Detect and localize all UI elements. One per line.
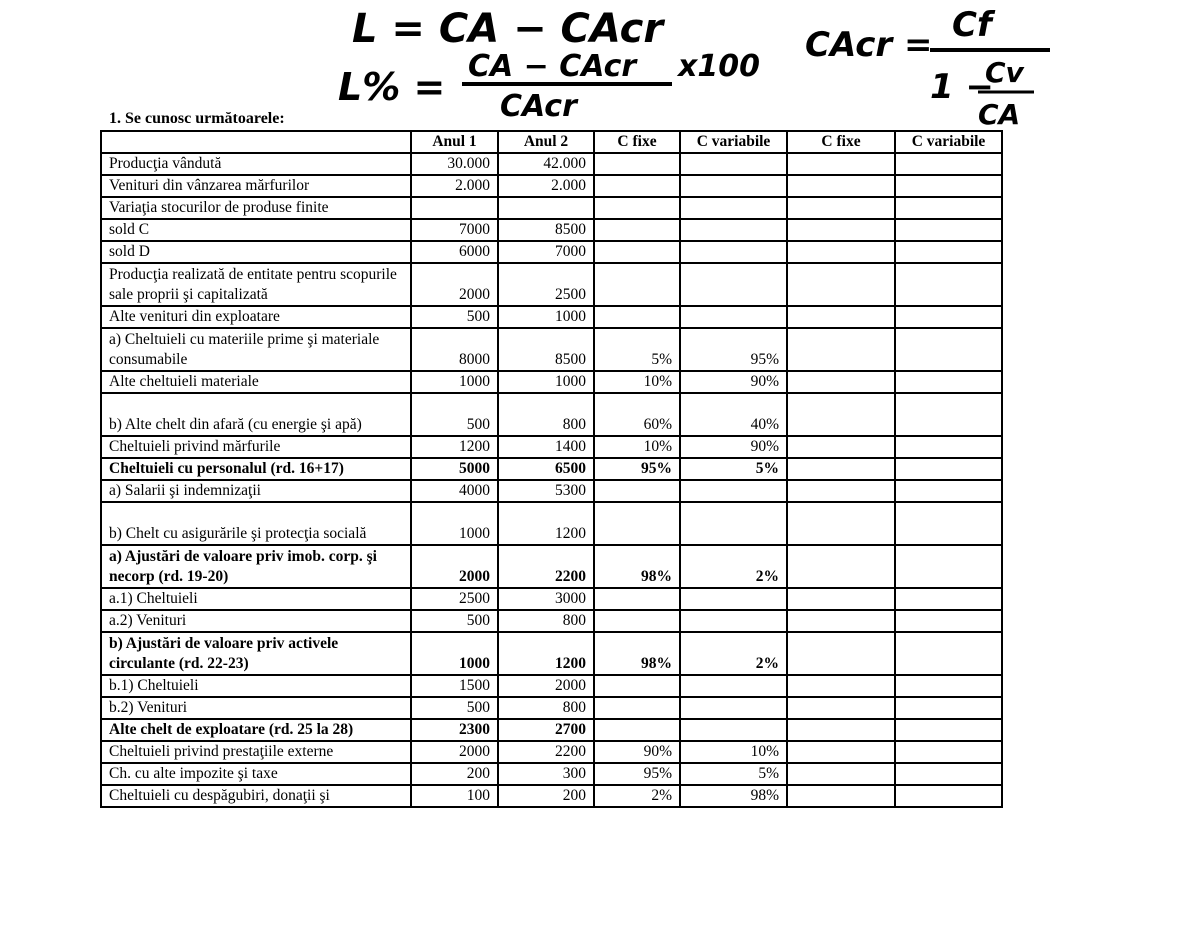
cell-year1: 6000 <box>411 241 498 263</box>
cell-empty <box>787 153 895 175</box>
cell-variable <box>680 719 787 741</box>
cell-variable: 2% <box>680 545 787 588</box>
table-row <box>101 502 1002 545</box>
cell-year2: 1000 <box>498 371 594 393</box>
table-row <box>101 153 1002 175</box>
row-label: a) Cheltuieli cu materiile prime şi materiale consumabile <box>101 328 411 371</box>
cell-year2: 2.000 <box>498 175 594 197</box>
cell-year2: 8500 <box>498 328 594 371</box>
table-row <box>101 197 1002 219</box>
cell-empty <box>895 502 1002 545</box>
cell-fixed: 5% <box>594 328 680 371</box>
cell-empty <box>895 263 1002 306</box>
cell-year1: 100 <box>411 785 498 807</box>
row-label: sold D <box>101 241 411 263</box>
cell-empty <box>895 697 1002 719</box>
cell-year2: 3000 <box>498 588 594 610</box>
cell-variable <box>680 480 787 502</box>
cell-year2: 1400 <box>498 436 594 458</box>
cell-empty <box>787 371 895 393</box>
cell-fixed: 60% <box>594 393 680 436</box>
row-label: Cheltuieli privind mărfurile <box>101 436 411 458</box>
cell-empty <box>895 241 1002 263</box>
table-row <box>101 588 1002 610</box>
cell-empty <box>787 741 895 763</box>
cell-fixed <box>594 219 680 241</box>
header-label <box>101 131 411 153</box>
table-row <box>101 458 1002 480</box>
cell-fixed <box>594 675 680 697</box>
cell-year1: 1500 <box>411 675 498 697</box>
formula-cacr-denominator-b-num: Cv <box>985 56 1024 89</box>
row-label: a) Ajustări de valoare priv imob. corp. şi necorp (rd. 19-20) <box>101 545 411 588</box>
table-row <box>101 545 1002 588</box>
cell-variable: 98% <box>680 785 787 807</box>
row-label: Producţia vândută <box>101 153 411 175</box>
cell-empty <box>787 197 895 219</box>
cell-empty <box>787 632 895 675</box>
cell-variable <box>680 675 787 697</box>
formula-profit-pct-numerator: CA − CAcr <box>468 49 637 84</box>
cell-variable <box>680 219 787 241</box>
cell-fixed <box>594 719 680 741</box>
cell-fixed: 95% <box>594 458 680 480</box>
cell-year2: 8500 <box>498 219 594 241</box>
cell-empty <box>895 436 1002 458</box>
cell-year1: 30.000 <box>411 153 498 175</box>
cell-empty <box>787 436 895 458</box>
table-row <box>101 632 1002 675</box>
cell-fixed <box>594 153 680 175</box>
cell-empty <box>895 480 1002 502</box>
table-header-row <box>101 131 1002 153</box>
row-label: b.1) Cheltuieli <box>101 675 411 697</box>
cell-variable: 90% <box>680 371 787 393</box>
cell-year2: 800 <box>498 393 594 436</box>
cell-year1: 2000 <box>411 545 498 588</box>
cell-empty <box>895 741 1002 763</box>
table-row <box>101 219 1002 241</box>
cell-year1: 1000 <box>411 632 498 675</box>
cell-fixed <box>594 502 680 545</box>
table-row <box>101 675 1002 697</box>
cell-empty <box>787 785 895 807</box>
cell-year2: 2700 <box>498 719 594 741</box>
cell-variable: 90% <box>680 436 787 458</box>
row-label: sold C <box>101 219 411 241</box>
cell-empty <box>787 175 895 197</box>
cell-year1: 1000 <box>411 502 498 545</box>
cell-variable <box>680 153 787 175</box>
cell-year2: 2500 <box>498 263 594 306</box>
cell-empty <box>895 328 1002 371</box>
header-year2: Anul 2 <box>498 131 594 153</box>
table-row <box>101 697 1002 719</box>
table-row <box>101 241 1002 263</box>
row-label: Cheltuieli cu personalul (rd. 16+17) <box>101 458 411 480</box>
cell-year2: 300 <box>498 763 594 785</box>
cell-empty <box>787 588 895 610</box>
row-label: Alte chelt de exploatare (rd. 25 la 28) <box>101 719 411 741</box>
cell-empty <box>895 219 1002 241</box>
cell-empty <box>787 306 895 328</box>
cell-fixed <box>594 697 680 719</box>
cell-fixed <box>594 306 680 328</box>
cell-year1: 1200 <box>411 436 498 458</box>
table-row <box>101 610 1002 632</box>
cell-empty <box>787 328 895 371</box>
cell-year2: 1200 <box>498 632 594 675</box>
row-label: Cheltuieli cu despăgubiri, donaţii şi <box>101 785 411 807</box>
header-variable-costs-2: C variabile <box>895 131 1002 153</box>
row-label: a) Salarii şi indemnizaţii <box>101 480 411 502</box>
cell-year2: 5300 <box>498 480 594 502</box>
row-label: a.2) Venituri <box>101 610 411 632</box>
table-row <box>101 785 1002 807</box>
cell-fixed: 2% <box>594 785 680 807</box>
cell-empty <box>895 719 1002 741</box>
cell-variable <box>680 175 787 197</box>
cell-year2: 42.000 <box>498 153 594 175</box>
row-label: b) Chelt cu asigurările şi protecţia socială <box>101 502 411 545</box>
header-fixed-costs: C fixe <box>594 131 680 153</box>
cell-year1: 500 <box>411 306 498 328</box>
cell-empty <box>895 306 1002 328</box>
cell-year2 <box>498 197 594 219</box>
table-row <box>101 763 1002 785</box>
row-label: a.1) Cheltuieli <box>101 588 411 610</box>
cell-fixed: 10% <box>594 436 680 458</box>
cell-empty <box>787 458 895 480</box>
cell-empty <box>787 545 895 588</box>
cell-year1: 4000 <box>411 480 498 502</box>
cell-empty <box>895 458 1002 480</box>
cell-empty <box>787 241 895 263</box>
cell-year2: 6500 <box>498 458 594 480</box>
cell-empty <box>895 371 1002 393</box>
cell-empty <box>895 610 1002 632</box>
cell-fixed <box>594 197 680 219</box>
cell-year1: 500 <box>411 697 498 719</box>
row-label: Cheltuieli privind prestaţiile externe <box>101 741 411 763</box>
formula-profit-pct-lhs: L% = <box>338 65 446 109</box>
table-row <box>101 393 1002 436</box>
table-row <box>101 371 1002 393</box>
cell-variable <box>680 263 787 306</box>
cell-empty <box>895 632 1002 675</box>
cell-year1: 2000 <box>411 263 498 306</box>
cell-year1: 500 <box>411 610 498 632</box>
cell-year1: 5000 <box>411 458 498 480</box>
table-row <box>101 175 1002 197</box>
cell-variable: 40% <box>680 393 787 436</box>
cell-variable <box>680 588 787 610</box>
header-year1: Anul 1 <box>411 131 498 153</box>
table-row <box>101 328 1002 371</box>
cell-year2: 7000 <box>498 241 594 263</box>
formula-cacr-denominator-b-den: CA <box>978 98 1021 131</box>
cell-year2: 800 <box>498 610 594 632</box>
cell-empty <box>895 197 1002 219</box>
row-label: b.2) Venituri <box>101 697 411 719</box>
cell-year1: 2300 <box>411 719 498 741</box>
cell-empty <box>787 219 895 241</box>
formula-profit-pct-multiplier: x100 <box>678 49 760 84</box>
row-label: Venituri din vânzarea mărfurilor <box>101 175 411 197</box>
cell-year2: 800 <box>498 697 594 719</box>
cell-fixed <box>594 610 680 632</box>
cell-empty <box>787 610 895 632</box>
header-variable-costs: C variabile <box>680 131 787 153</box>
cell-year1: 1000 <box>411 371 498 393</box>
cell-fixed <box>594 241 680 263</box>
cell-empty <box>895 545 1002 588</box>
formula-profit: L = CA − CAcr <box>352 6 664 52</box>
cell-fixed: 90% <box>594 741 680 763</box>
row-label: b) Ajustări de valoare priv activele circulante (rd. 22-23) <box>101 632 411 675</box>
cell-year1: 7000 <box>411 219 498 241</box>
cell-empty <box>787 697 895 719</box>
cell-empty <box>895 175 1002 197</box>
row-label: Alte cheltuieli materiale <box>101 371 411 393</box>
cell-variable: 10% <box>680 741 787 763</box>
cell-year1: 2000 <box>411 741 498 763</box>
row-label: Producţia realizată de entitate pentru scopurile sale proprii şi capitalizată <box>101 263 411 306</box>
cell-fixed: 95% <box>594 763 680 785</box>
formula-cacr-numerator: Cf <box>952 5 992 45</box>
formula-cacr-lhs: CAcr = <box>805 25 933 65</box>
table-row <box>101 306 1002 328</box>
cell-variable: 5% <box>680 763 787 785</box>
cell-empty <box>895 588 1002 610</box>
cost-table <box>100 130 1003 808</box>
cell-variable: 5% <box>680 458 787 480</box>
cell-variable: 2% <box>680 632 787 675</box>
cell-empty <box>895 153 1002 175</box>
cell-year1: 200 <box>411 763 498 785</box>
table-row <box>101 263 1002 306</box>
cell-empty <box>895 785 1002 807</box>
cell-year2: 200 <box>498 785 594 807</box>
formula-profit-pct-denominator: CAcr <box>500 89 577 124</box>
cell-fixed: 98% <box>594 632 680 675</box>
section-heading: 1. Se cunosc următoarele: <box>109 110 285 127</box>
cell-fixed <box>594 480 680 502</box>
cell-variable <box>680 306 787 328</box>
row-label: Ch. cu alte impozite şi taxe <box>101 763 411 785</box>
table-row <box>101 436 1002 458</box>
cell-fixed: 10% <box>594 371 680 393</box>
cell-variable <box>680 697 787 719</box>
cell-variable <box>680 197 787 219</box>
row-label: b) Alte chelt din afară (cu energie şi apă) <box>101 393 411 436</box>
cell-fixed <box>594 588 680 610</box>
cell-empty <box>895 393 1002 436</box>
cell-empty <box>787 719 895 741</box>
cell-empty <box>787 263 895 306</box>
cell-empty <box>787 480 895 502</box>
cell-year1: 2500 <box>411 588 498 610</box>
cell-fixed <box>594 175 680 197</box>
table-row <box>101 741 1002 763</box>
cell-year2: 2200 <box>498 545 594 588</box>
cell-variable <box>680 241 787 263</box>
formula-cacr-denominator-a: 1 − <box>930 67 994 107</box>
cell-year1: 8000 <box>411 328 498 371</box>
cell-variable: 95% <box>680 328 787 371</box>
cell-variable <box>680 610 787 632</box>
table-row <box>101 719 1002 741</box>
cell-empty <box>787 393 895 436</box>
cell-fixed: 98% <box>594 545 680 588</box>
cell-year1: 2.000 <box>411 175 498 197</box>
cell-empty <box>895 763 1002 785</box>
cell-year2: 2200 <box>498 741 594 763</box>
cell-fixed <box>594 263 680 306</box>
cell-variable <box>680 502 787 545</box>
cell-empty <box>787 502 895 545</box>
cell-year2: 1000 <box>498 306 594 328</box>
cell-empty <box>787 675 895 697</box>
cell-year1 <box>411 197 498 219</box>
cell-empty <box>895 675 1002 697</box>
table-row <box>101 480 1002 502</box>
header-fixed-costs-2: C fixe <box>787 131 895 153</box>
row-label: Alte venituri din exploatare <box>101 306 411 328</box>
cell-year2: 1200 <box>498 502 594 545</box>
cell-empty <box>787 763 895 785</box>
cell-year2: 2000 <box>498 675 594 697</box>
cell-year1: 500 <box>411 393 498 436</box>
row-label: Variaţia stocurilor de produse finite <box>101 197 411 219</box>
